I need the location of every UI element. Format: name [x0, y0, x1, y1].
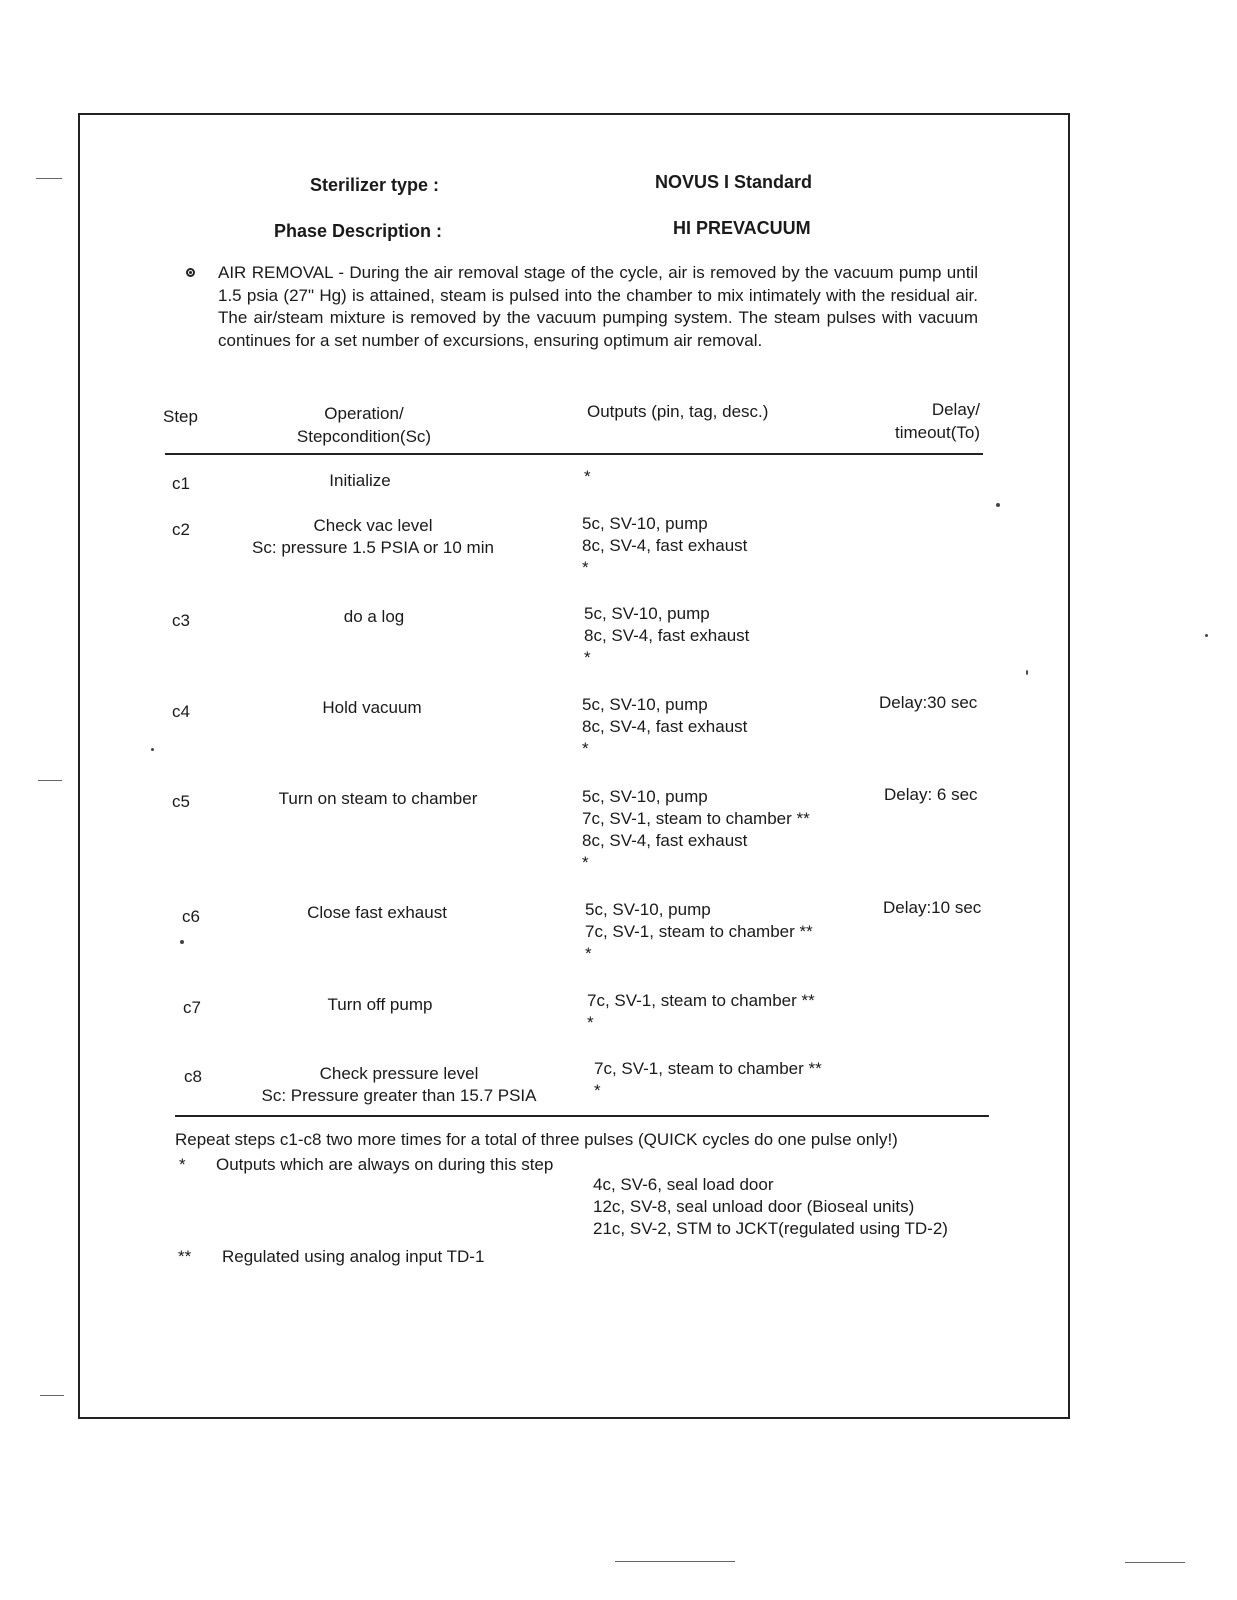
row-c2-operation [203, 515, 543, 559]
row-c7-step: c7 [183, 998, 201, 1017]
row-c2-op2: Sc: pressure 1.5 PSIA or 10 min [252, 538, 494, 557]
scan-speck [151, 748, 154, 751]
row-c6-outputs [585, 899, 813, 965]
scan-edge-mark [36, 178, 62, 179]
row-c3-out1: 5c, SV-10, pump [584, 604, 710, 623]
repeat-note: Repeat steps c1-c8 two more times for a total of three pulses (QUICK cycles do one pulse only!) [175, 1130, 898, 1149]
row-c4-step: c4 [172, 702, 190, 721]
column-step: Step [163, 407, 198, 426]
row-c4-out3: * [582, 739, 589, 758]
row-c6-out3: * [585, 944, 592, 963]
row-c6-out1: 5c, SV-10, pump [585, 900, 711, 919]
row-c1-operation [190, 470, 530, 492]
row-c5-out4: * [582, 853, 589, 872]
scan-edge-mark [615, 1561, 735, 1562]
scan-edge-mark [40, 1395, 64, 1396]
description-lead: AIR REMOVAL [218, 263, 333, 282]
row-c4-out2: 8c, SV-4, fast exhaust [582, 717, 748, 736]
row-c8-op1: Check pressure level [319, 1064, 479, 1083]
always-on-item: 12c, SV-8, seal unload door (Bioseal units) [593, 1197, 915, 1216]
scan-speck [996, 503, 1000, 507]
always-on-item: 4c, SV-6, seal load door [593, 1175, 774, 1194]
single-star-note: Outputs which are always on during this step [216, 1155, 554, 1174]
row-c3-op1: do a log [343, 607, 405, 626]
row-c1-step: c1 [172, 474, 190, 493]
row-c1-outputs [584, 466, 591, 488]
always-on-item: 21c, SV-2, STM to JCKT(regulated using TD-2) [593, 1219, 948, 1238]
row-c6-op1: Close fast exhaust [307, 903, 447, 922]
row-c1-out1: * [584, 467, 591, 486]
column-operation-line2: Stepcondition(Sc) [296, 427, 432, 446]
column-delay-line1: Delay/ [931, 400, 980, 419]
scan-speck [180, 940, 184, 944]
description-text: - During the air removal stage of the cycle, air is removed by the vacuum pump until 1.5 psia (27" Hg) is attained, steam is pulsed into the chamber to mix intimately with the residual air. The air/steam mixture is removed by the vacuum pumping system. The steam pulses with vacuum continues for a set number of excursions, ensuring optimum air removal. [218, 263, 978, 350]
row-c4-outputs [582, 694, 747, 760]
row-c6-operation [207, 902, 547, 924]
row-c6-delay: Delay:10 sec [883, 898, 982, 917]
row-c5-op1: Turn on steam to chamber [278, 789, 478, 808]
bullet-icon [186, 268, 195, 277]
row-c4-out1: 5c, SV-10, pump [582, 695, 708, 714]
row-c6-step: c6 [182, 907, 200, 926]
row-c7-outputs [587, 990, 815, 1034]
header-rule [165, 453, 983, 455]
air-removal-description [218, 262, 978, 352]
row-c7-op1: Turn off pump [327, 995, 433, 1014]
row-c3-outputs [584, 603, 749, 669]
row-c6-out2: 7c, SV-1, steam to chamber ** [585, 922, 813, 941]
row-c4-operation [202, 697, 542, 719]
row-c3-out2: 8c, SV-4, fast exhaust [584, 626, 750, 645]
row-c3-out3: * [584, 648, 591, 667]
row-c5-delay: Delay: 6 sec [884, 785, 978, 804]
row-c4-delay: Delay:30 sec [879, 693, 978, 712]
column-delay [860, 398, 980, 444]
sterilizer-type-label: Sterilizer type : [310, 175, 440, 195]
row-c5-operation [208, 788, 548, 810]
scan-speck [1026, 670, 1028, 675]
column-operation [264, 402, 464, 448]
row-c5-out2: 7c, SV-1, steam to chamber ** [582, 809, 810, 828]
row-c5-outputs [582, 786, 810, 874]
scan-edge-mark [1125, 1562, 1185, 1563]
row-c8-out1: 7c, SV-1, steam to chamber ** [594, 1059, 822, 1078]
row-c2-step: c2 [172, 520, 190, 539]
row-c8-operation [229, 1063, 569, 1107]
row-c2-out3: * [582, 558, 589, 577]
table-bottom-rule [175, 1115, 989, 1117]
sterilizer-type-value: NOVUS I Standard [655, 172, 813, 192]
double-star-mark: ** [178, 1247, 192, 1266]
row-c2-out1: 5c, SV-10, pump [582, 514, 708, 533]
row-c8-outputs [594, 1058, 822, 1102]
phase-description-label: Phase Description : [274, 221, 443, 241]
row-c7-out1: 7c, SV-1, steam to chamber ** [587, 991, 815, 1010]
row-c2-out2: 8c, SV-4, fast exhaust [582, 536, 748, 555]
row-c5-step: c5 [172, 792, 190, 811]
row-c8-out2: * [594, 1081, 601, 1100]
column-operation-line1: Operation/ [324, 404, 404, 423]
always-on-outputs [593, 1174, 948, 1240]
row-c2-outputs [582, 513, 747, 579]
row-c8-op2: Sc: Pressure greater than 15.7 PSIA [261, 1086, 537, 1105]
row-c4-op1: Hold vacuum [322, 698, 422, 717]
row-c3-step: c3 [172, 611, 190, 630]
column-outputs: Outputs (pin, tag, desc.) [587, 402, 769, 421]
column-delay-line2: timeout(To) [894, 423, 980, 442]
row-c5-out1: 5c, SV-10, pump [582, 787, 708, 806]
scan-speck [1205, 634, 1208, 637]
double-star-note: Regulated using analog input TD-1 [222, 1247, 485, 1266]
row-c2-op1: Check vac level [313, 516, 433, 535]
row-c1-op1: Initialize [329, 471, 391, 490]
scan-edge-mark [38, 780, 62, 781]
row-c8-step: c8 [184, 1067, 202, 1086]
single-star-mark: * [179, 1155, 186, 1174]
phase-description-value: HI PREVACUUM [673, 218, 811, 238]
row-c7-operation [210, 994, 550, 1016]
row-c7-out2: * [587, 1013, 594, 1032]
row-c3-operation [204, 606, 544, 628]
row-c5-out3: 8c, SV-4, fast exhaust [582, 831, 748, 850]
